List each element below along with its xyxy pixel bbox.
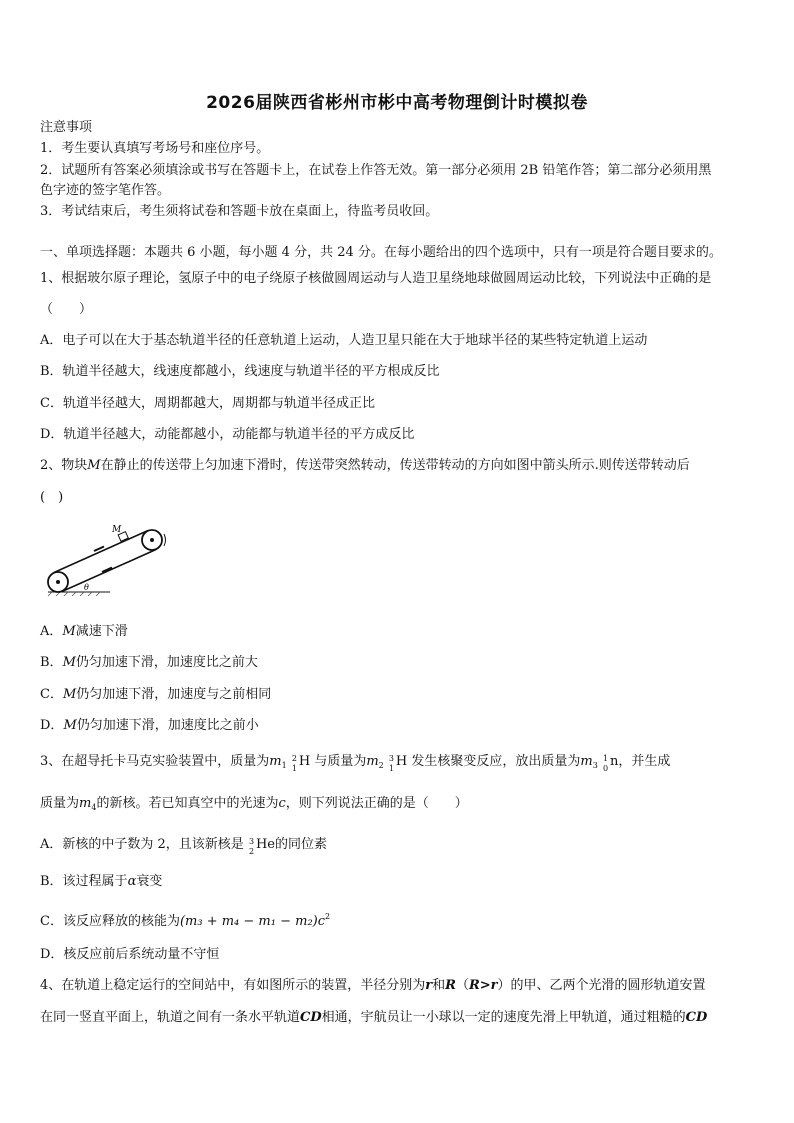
notice-item-2: 2．试题所有答案必须填涂或书写在答题卡上，在试卷上作答无效。第一部分必须用 2B 铅笔作答；第二部分必须用黑 [40, 163, 712, 178]
q1-blank: （ ） [40, 302, 93, 317]
page-title: 2026届陕西省彬州市彬中高考物理倒计时模拟卷 [206, 93, 588, 113]
isotope-h2: 2 1 [291, 754, 297, 773]
q2-stem: 2、物块M在静止的传送带上匀加速下滑时，传送带突然转动，传送带转动的方向如图中箭头所示.则传送带转动后 [40, 458, 690, 473]
q1-stem: 1、根据玻尔原子理论，氢原子中的电子绕原子核做圆周运动与人造卫星绕地球做圆周运动比较，下列说法中正确的是 [40, 271, 712, 286]
q1-option-d: D．轨道半径越大，动能都越小，动能都与轨道半径的平方成反比 [40, 427, 415, 442]
neutron-symbol: 1 0 [602, 754, 609, 773]
q1-option-b: B．轨道半径越大，线速度都越小，线速度与轨道半径的平方根成反比 [40, 364, 440, 379]
q4-stem-line1: 4、在轨道上稳定运行的空间站中，有如图所示的装置，半径分别为r和R（R>r）的甲、乙两个光滑的圆形轨道安置 [40, 978, 706, 993]
q3-option-d: D．核反应前后系统动量不守恒 [40, 947, 220, 962]
conveyor-belt-figure [40, 520, 180, 600]
section-heading: 一、单项选择题：本题共 6 小题，每小题 4 分，共 24 分。在每小题给出的四个选项中，只有一项是符合题目要求的。 [40, 245, 722, 260]
q1-option-a: A．电子可以在大于基态轨道半径的任意轨道上运动，人造卫星只能在大于地球半径的某些特定轨道上运动 [40, 333, 648, 348]
isotope-he3: 3 2 [248, 837, 255, 856]
angle-label: θ [84, 583, 89, 592]
notice-item-3: 3．考试结束后，考生须将试卷和答题卡放在桌面上，待监考员收回。 [40, 204, 439, 219]
q2-option-a: A．M减速下滑 [40, 624, 128, 639]
belt-top [54, 531, 148, 573]
mass-label: M [112, 525, 122, 535]
q3-stem-line2: 质量为$m_4$的新核。若已知真空中的光速为c，则下列说法正确的是（ ） [40, 796, 468, 812]
notice-item-1: 1．考生要认真填写考场号和座位序号。 [40, 141, 270, 156]
q2-option-b: B．M仍匀加速下滑，加速度比之前大 [40, 655, 258, 670]
q2-option-d: D．M仍匀加速下滑，加速度比之前小 [40, 718, 259, 733]
q3-option-b: B．该过程属于α衰变 [40, 874, 163, 889]
q4-stem-line2: 在同一竖直平面上，轨道之间有一条水平轨道CD相通，宇航员让一小球以一定的速度先滑上甲轨道，通过粗糙的CD [40, 1010, 708, 1025]
q2-option-c: C．M仍匀加速下滑，加速度与之前相同 [40, 687, 272, 702]
belt-bottom [62, 550, 156, 592]
q3-option-a: A．新核的中子数为 2，且该新核是 3 2 He的同位素 [40, 837, 327, 856]
isotope-h3: 3 1 [388, 754, 394, 773]
notice-item-2-cont: 色字迹的签字笔作答。 [40, 183, 171, 198]
q2-blank: ( ) [40, 490, 64, 505]
conveyor-diagram [40, 520, 180, 600]
q1-option-c: C．轨道半径越大，周期都越大，周期都与轨道半径成正比 [40, 396, 375, 411]
lower-pulley-axle [56, 580, 60, 584]
rotation-arrow-icon [164, 534, 166, 546]
q3-stem-line1: 3、在超导托卡马克实验装置中，质量为$m_1$ 2 1 H 与质量为$m_2$ 3 1 H 发生核聚变反应，放出质量为$m_3$ 1 0 n，并生成 [40, 754, 671, 773]
upper-pulley-axle [150, 538, 154, 542]
notice-heading: 注意事项 [40, 120, 93, 135]
q3-option-c: C．该反应释放的核能为$(m_3 + m_4 - m_1 - m_2)c^2$ [40, 912, 331, 929]
